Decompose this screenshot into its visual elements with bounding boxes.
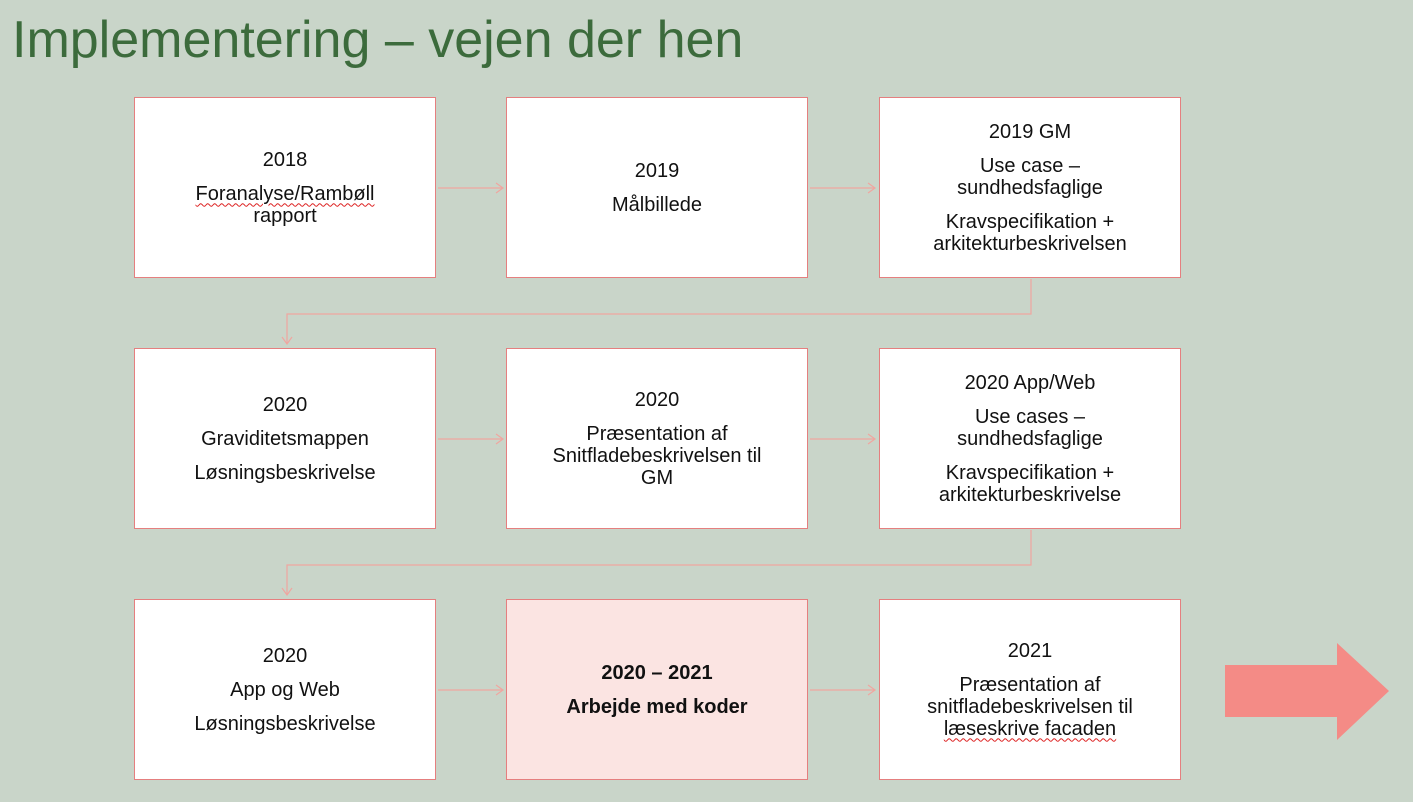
connector-elbow bbox=[282, 530, 1031, 595]
box-year: 2020 – 2021 bbox=[601, 661, 713, 684]
connector-arrow bbox=[810, 183, 875, 193]
box-text: Målbillede bbox=[611, 193, 703, 216]
step-box-2020-graviditetsmappen bbox=[134, 348, 436, 529]
connector-arrow bbox=[810, 685, 875, 695]
box-text: Foranalyse/Rambøll bbox=[195, 182, 375, 205]
box-text: sundhedsfaglige bbox=[957, 176, 1103, 199]
box-text: rapport bbox=[253, 204, 317, 227]
box-text: Præsentation af bbox=[959, 673, 1101, 696]
box-text: Præsentation af bbox=[586, 422, 728, 445]
step-box-2018 bbox=[134, 97, 436, 278]
step-box-2020-praesentation bbox=[506, 348, 808, 529]
box-year: 2021 bbox=[1007, 639, 1053, 662]
step-box-2020-app-og-web bbox=[134, 599, 436, 780]
connector-arrow bbox=[810, 434, 875, 444]
right-arrow-icon bbox=[1225, 643, 1389, 740]
box-text: arkitekturbeskrivelse bbox=[938, 483, 1122, 506]
step-box-2020-2021-koder bbox=[506, 599, 808, 780]
connector-elbow bbox=[282, 279, 1031, 344]
box-year: 2020 App/Web bbox=[964, 371, 1096, 394]
box-text bbox=[944, 718, 1116, 740]
box-text: Graviditetsmappen bbox=[201, 427, 369, 450]
box-text: Løsningsbeskrivelse bbox=[194, 461, 376, 484]
step-box-2019-gm bbox=[879, 97, 1181, 278]
box-text: Løsningsbeskrivelse bbox=[194, 712, 376, 735]
box-text: Use case – bbox=[979, 154, 1081, 177]
step-box-2020-app-web bbox=[879, 348, 1181, 529]
box-year: 2018 bbox=[262, 148, 308, 171]
step-box-2019 bbox=[506, 97, 808, 278]
connector-arrow bbox=[438, 434, 503, 444]
page-title: Implementering – vejen der hen bbox=[12, 11, 744, 69]
box-text: GM bbox=[640, 466, 674, 489]
box-text: snitfladebeskrivelsen til bbox=[927, 695, 1133, 718]
box-year: 2020 bbox=[634, 388, 680, 411]
connector-arrow bbox=[438, 685, 503, 695]
box-text: sundhedsfaglige bbox=[957, 427, 1103, 450]
box-year: 2020 bbox=[262, 644, 308, 667]
box-text: Arbejde med koder bbox=[566, 695, 748, 718]
box-year: 2020 bbox=[262, 393, 308, 416]
box-year: 2019 bbox=[634, 159, 680, 182]
box-text: Kravspecifikation + bbox=[945, 461, 1115, 484]
box-year: 2019 GM bbox=[988, 120, 1072, 143]
box-text: Kravspecifikation + bbox=[945, 210, 1115, 233]
spellcheck-word: læseskrive facaden bbox=[943, 717, 1117, 740]
step-box-2021 bbox=[879, 599, 1181, 780]
box-text: Use cases – bbox=[974, 405, 1086, 428]
box-text: Snitfladebeskrivelsen til bbox=[552, 444, 762, 467]
box-text: App og Web bbox=[230, 678, 340, 701]
connector-arrow bbox=[438, 183, 503, 193]
box-text: arkitekturbeskrivelsen bbox=[933, 232, 1127, 255]
